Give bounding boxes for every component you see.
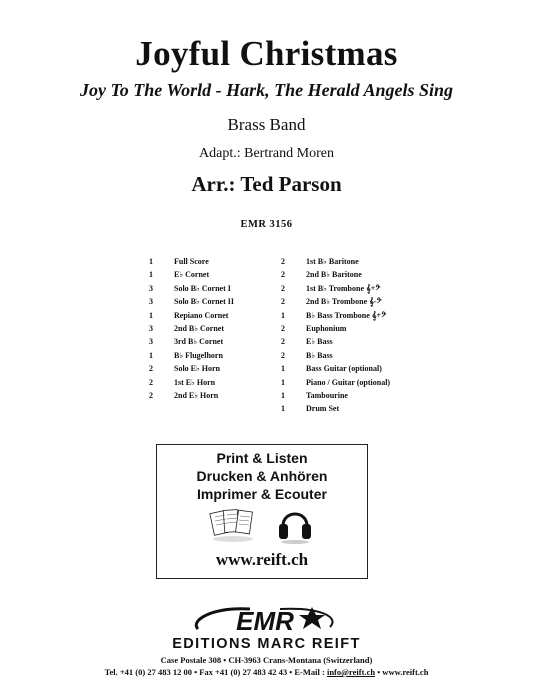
part-quantity: 2 bbox=[281, 297, 285, 307]
publisher-name: EDITIONS MARC REIFT bbox=[172, 636, 361, 652]
headphones-icon bbox=[277, 504, 313, 544]
contact-website[interactable]: • www.reift.ch bbox=[375, 667, 429, 677]
part-name: Solo E♭ Horn bbox=[174, 364, 221, 374]
part-row bbox=[149, 309, 234, 322]
part-row bbox=[281, 295, 390, 308]
sheet-music-icon bbox=[209, 506, 257, 544]
part-quantity: 2 bbox=[149, 390, 153, 400]
part-row bbox=[281, 268, 390, 281]
promo-website[interactable]: www.reift.ch bbox=[215, 550, 309, 569]
part-row bbox=[281, 402, 390, 415]
part-quantity: 2 bbox=[281, 323, 285, 333]
part-quantity: 2 bbox=[149, 364, 153, 374]
part-name: Tambourine bbox=[306, 390, 348, 400]
part-quantity: 1 bbox=[281, 377, 285, 387]
part-quantity: 2 bbox=[281, 350, 285, 360]
part-name: 2nd E♭ Horn bbox=[174, 390, 219, 400]
part-name: 1st E♭ Horn bbox=[174, 377, 216, 387]
part-row bbox=[281, 389, 390, 402]
part-quantity: 3 bbox=[149, 337, 153, 347]
publisher-contact bbox=[0, 667, 533, 677]
adaptation-credit: Adapt.: Bertrand Moren bbox=[199, 146, 334, 161]
part-row bbox=[281, 282, 390, 295]
part-name: Drum Set bbox=[306, 404, 340, 414]
parts-list-right bbox=[281, 255, 390, 416]
part-name: 1st B♭ Baritone bbox=[306, 257, 359, 266]
part-row bbox=[149, 389, 234, 402]
part-name: Bass Guitar (optional) bbox=[306, 364, 382, 374]
part-name: Euphonium bbox=[306, 323, 347, 333]
title: Joyful Christmas bbox=[135, 34, 398, 73]
part-quantity: 3 bbox=[149, 323, 153, 333]
part-name: E♭ Bass bbox=[306, 337, 333, 347]
publisher-address: Case Postale 308 • CH-3963 Crans-Montana (Switzerland) bbox=[160, 655, 373, 665]
part-row bbox=[149, 349, 234, 362]
part-quantity: 3 bbox=[149, 283, 153, 293]
part-name: 1st B♭ Trombone 𝄞+𝄢 bbox=[306, 283, 381, 293]
part-row bbox=[149, 376, 234, 389]
part-name: 2nd B♭ Baritone bbox=[306, 270, 362, 280]
part-quantity: 2 bbox=[281, 257, 285, 266]
part-name: B♭ Flugelhorn bbox=[174, 350, 223, 360]
part-name: B♭ Bass Trombone 𝄞+𝄢 bbox=[306, 310, 387, 320]
part-row bbox=[149, 295, 234, 308]
part-quantity: 1 bbox=[149, 270, 153, 280]
part-quantity: 2 bbox=[149, 377, 153, 387]
part-quantity: 1 bbox=[281, 310, 285, 320]
part-name: Solo B♭ Cornet I bbox=[174, 283, 231, 293]
arranger-credit: Arr.: Ted Parson bbox=[191, 172, 342, 196]
parts-list-left bbox=[149, 255, 234, 402]
part-name: Solo B♭ Cornet II bbox=[174, 297, 234, 307]
promo-line-1: Print & Listen bbox=[216, 450, 308, 466]
contact-phone-fax: Tel. +41 (0) 27 483 12 00 • Fax +41 (0) 27 483 42 43 • E-Mail : bbox=[104, 667, 327, 677]
part-quantity: 2 bbox=[281, 337, 285, 347]
part-row bbox=[281, 309, 390, 322]
promo-line-2: Drucken & Anhören bbox=[196, 468, 328, 484]
part-name: Piano / Guitar (optional) bbox=[306, 377, 391, 387]
part-row bbox=[281, 349, 390, 362]
promo-line-3: Imprimer & Ecouter bbox=[197, 486, 327, 502]
part-quantity: 3 bbox=[149, 297, 153, 307]
part-row bbox=[281, 322, 390, 335]
part-row bbox=[281, 335, 390, 348]
part-quantity: 1 bbox=[281, 390, 285, 400]
part-quantity: 1 bbox=[149, 310, 153, 320]
part-row bbox=[149, 362, 234, 375]
email-link[interactable]: info@reift.ch bbox=[326, 667, 376, 677]
part-quantity: 1 bbox=[281, 404, 285, 414]
part-name: B♭ Bass bbox=[306, 350, 333, 360]
part-name: Repiano Cornet bbox=[174, 310, 229, 320]
subtitle: Joy To The World - Hark, The Herald Angels Sing bbox=[79, 80, 454, 100]
part-row bbox=[149, 255, 234, 268]
part-row bbox=[281, 362, 390, 375]
part-name: 2nd B♭ Cornet bbox=[174, 323, 224, 333]
part-row bbox=[281, 376, 390, 389]
part-row bbox=[149, 268, 234, 281]
print-listen-box bbox=[156, 444, 368, 579]
part-quantity: 1 bbox=[281, 364, 285, 374]
part-row bbox=[281, 255, 390, 268]
emr-logo-icon bbox=[180, 603, 350, 635]
svg-text:EMR: EMR bbox=[236, 606, 294, 635]
part-row bbox=[149, 335, 234, 348]
part-quantity: 2 bbox=[281, 270, 285, 280]
ensemble: Brass Band bbox=[227, 115, 306, 134]
part-row bbox=[149, 322, 234, 335]
catalog-number: EMR 3156 bbox=[240, 219, 293, 230]
part-name: 2nd B♭ Trombone 𝄞-𝄢 bbox=[306, 297, 382, 307]
part-name: Full Score bbox=[174, 257, 209, 266]
part-name: 3rd B♭ Cornet bbox=[174, 337, 224, 347]
part-row bbox=[149, 282, 234, 295]
part-quantity: 1 bbox=[149, 350, 153, 360]
part-name: E♭ Cornet bbox=[174, 270, 210, 280]
part-quantity: 1 bbox=[149, 257, 153, 266]
part-quantity: 2 bbox=[281, 283, 285, 293]
